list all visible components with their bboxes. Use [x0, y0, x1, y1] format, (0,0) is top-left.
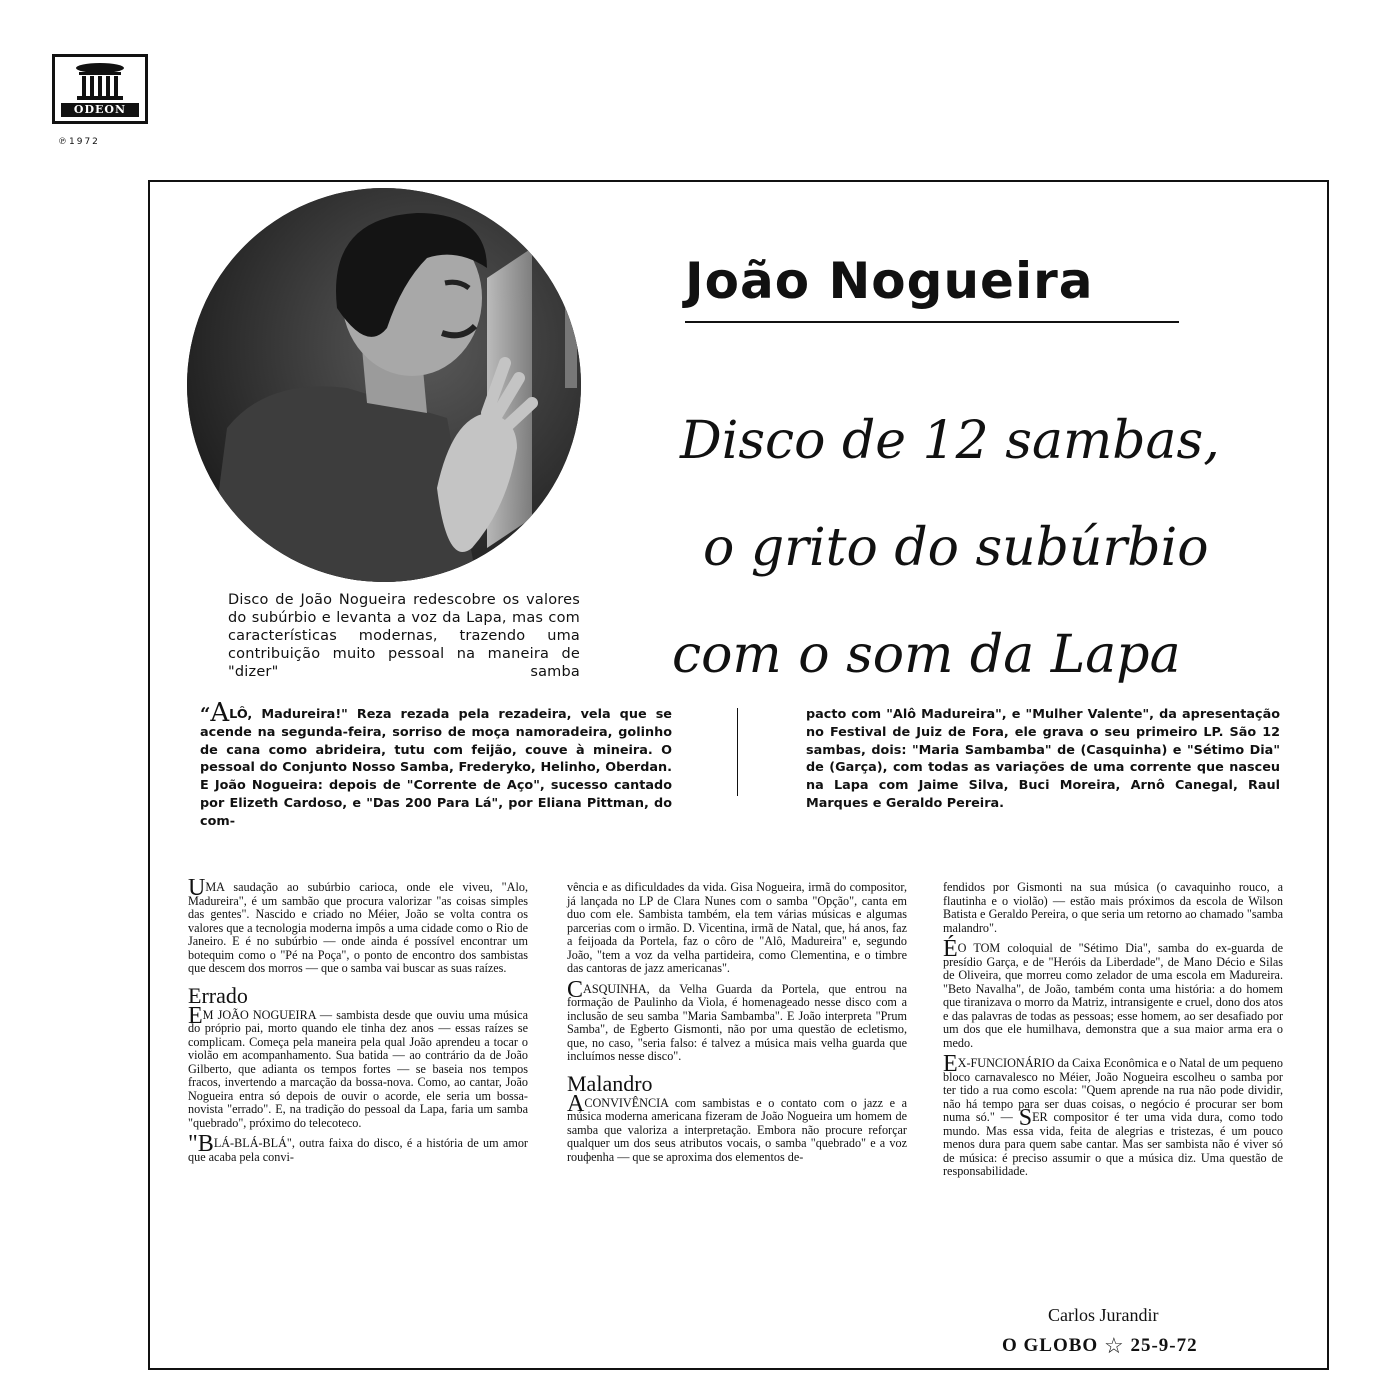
- title-underline: [685, 321, 1179, 323]
- newspaper-name: O GLOBO: [1002, 1335, 1099, 1356]
- subhead-malandro: Malandro: [567, 1070, 653, 1096]
- drop-initial: E: [943, 1051, 958, 1077]
- paragraph: [943, 1051, 1284, 1179]
- body-column-3: [943, 881, 1283, 1186]
- drop-initial: A: [567, 1090, 585, 1117]
- drop-initial: U: [188, 875, 206, 901]
- paragraph-text: ER compositor é ter uma vida dura, como todo mundo. Mas essa vida, feita de alegrias e tristezas, é um pouco menos dura para quem sabe cantar. Mas ser sambista não é viver só de música: é preciso assumir o que a música diz. Uma questão de responsabilidade.: [943, 1110, 1284, 1178]
- odeon-logo: [52, 54, 148, 124]
- lead-paragraph-right: pacto com "Alô Madureira", e "Mulher Valente", da apresentação no Festival de Juiz de Fora, ele grava o seu primeiro LP. São 12 sambas, dois: "Maria Sambamba" de (Casquinha) e "Sétimo Dia" de (Garça), com todas as variações de uma corrente que nasceu na Lapa com Jaime Silva, Buci Moreira, Arnô Canegal, Raul Marques e Geraldo Pereira.: [806, 707, 1280, 811]
- paragraph-text: ASQUINHA, da Velha Guarda da Portela, que entrou na formação de Paulinho da Viola, é homenageado nesse disco com a inclusão de seu samba "Maria Sambamba". E João interpreta "Prum Samba", de Egberto Gismonti, não por uma questão de ecletismo, que, no caso, "seria falso: é talvez a música mais velha guarda que incluímos nesse disco".: [567, 981, 907, 1063]
- paragraph: [567, 1090, 907, 1165]
- logo-wordmark: ODEON: [61, 103, 139, 117]
- headline-line-1: Disco de 12 sambas,: [680, 411, 1220, 471]
- paragraph: [188, 1002, 528, 1131]
- paragraph: [188, 1131, 528, 1164]
- lead-initial: A: [210, 698, 230, 728]
- star-icon: ☆: [1103, 1333, 1125, 1358]
- paragraph: [567, 976, 907, 1064]
- paragraph-text: CONVIVÊNCIA com sambistas e o contato com o jazz e a música moderna americana fizeram de João Nogueira um homem de samba que valoriza a interpretação. Embora não procure reforçar qualquer um dos seus atributos vocais, o samba "quebrado" e a voz rouфenha — que se aproxima dos elementos de-: [567, 1095, 907, 1164]
- headline-line-3: com o som da Lapa: [672, 625, 1181, 685]
- lead-text-left: LÔ, Madureira!" Reza rezada pela rezadeira, vela que se acende na segunda-feira, sorriso de moça namoradeira, golinho de cana como abrideira, tutu com feijão, couve à mineira. O pessoal do Conjunto Nosso Samba, Frederyko, Helinho, Oberdan. E João Nogueira: depois de "Corrente de Aço", sucesso cantado por Elizeth Cardoso, e "Das 200 Para Lá", por Eliana Pittman, do com-: [200, 707, 672, 829]
- opening-quote: “: [200, 704, 211, 725]
- paragraph-text: X-FUNCIONÁRIO da Caixa Econômica e o Natal de um pequeno bloco carnavalesco no Méier, João Nogueira escolheu o samba por ter tido a rua como escola: "Quem aprende na rua não pode dividir, não há tempo para ser duas coisas, o negócio é procurar ser bom numa só." —: [943, 1056, 1283, 1124]
- article-title: João Nogueira: [685, 252, 1094, 310]
- photo-caption: Disco de João Nogueira redescobre os valores do subúrbio e levanta a voz da Lapa, mas com características modernas, trazendo uma contribuição muito pessoal na maneira de "dizer" samba: [228, 592, 580, 680]
- subhead-errado: Errado: [188, 982, 248, 1008]
- lead-divider: [737, 708, 738, 796]
- paragraph-text: MA saudação ao subúrbio carioca, onde ele viveu, "Alo, Madureira", é um sambão que procura valorizar "as coisas simples das gentes". Nascido e criado no Méier, João se volta contra os valores que a tecnologia moderna impôs a uma cidade como o Rio de Janeiro. E é no subúrbio — onde ainda é possível encontrar um botequim como o "Pé na Poça", o ponto de encontro dos sambistas que descem dos morros — que o samba vai buscar as suas raízes.: [188, 880, 528, 975]
- paragraph-text: LÁ-BLÁ-BLÁ", outra faixa do disco, é a história de um amor que acaba pela convi-: [188, 1136, 528, 1164]
- source-credit: [1002, 1333, 1198, 1359]
- body-column-2: [567, 881, 907, 1171]
- paragraph: [943, 936, 1283, 1050]
- headline-line-2: o grito do subúrbio: [703, 518, 1209, 578]
- byline: Carlos Jurandir: [1048, 1305, 1159, 1325]
- paragraph-text: M JOÃO NOGUEIRA — sambista desde que ouviu uma música do próprio pai, morto quando ele tinha dez anos — essas raízes se complicam. Começa pela maneira pela qual João aprendeu a tocar o violão em acompanhamento. Sua batida — ao contrário da de João Gilberto, que adianta os tempos fortes — se baseia nos tempos fracos, invertendo a marcação da bossa-nova. Como, ao cantar, João Nogueira entra só depois de ouvir o acorde, ele seria um bossa-novista "errado". E, na tradição do pessoal da Lapa, faria um samba "quebrado", próximo do telecoteco.: [188, 1007, 528, 1130]
- drop-initial: "B: [188, 1131, 214, 1157]
- artist-photo: [187, 188, 581, 582]
- body-column-1: [188, 875, 528, 1171]
- temple-icon: [69, 61, 131, 105]
- lead-paragraph-left: [200, 698, 672, 831]
- drop-initial: C: [567, 976, 584, 1003]
- singer-illustration: [187, 188, 581, 582]
- drop-initial: S: [1018, 1105, 1033, 1131]
- copyright-notice: ℗1972: [58, 137, 100, 147]
- paragraph: vência e as dificuldades da vida. Gisa Nogueira, irmã do compositor, já lançada no LP de Clara Nunes com o samba "Opção", canta em duo com ele. Sambista também, ela tem várias músicas e algumas parcerias com o irmão. D. Vicentina, irmã de Natal, que, há anos, faz a feijoada da Portela, faz o côro de "Alô, Madureira" e, segundo João, "tem a voz da velha partideira, como Clementina, e o timbre das cantoras de jazz americanas".: [567, 880, 907, 975]
- drop-initial: E: [188, 1002, 203, 1029]
- publication-date: 25-9-72: [1130, 1335, 1198, 1356]
- paragraph: fendidos por Gismonti na sua música (o cavaquinho rouco, a flautinha e o violão) — estão mais próximos da escola de Wilson Batista e Geraldo Pereira, o que seria um retorno ao chamado "samba malandro".: [943, 880, 1283, 935]
- paragraph: [188, 875, 528, 976]
- drop-initial: É: [943, 936, 958, 962]
- paragraph-text: O TOM coloquial de "Sétimo Dia", samba do ex-guarda de presídio Garça, e de "Heróis da Liberdade", de Mano Décio e Silas de Oliveira, que morreu como zelador de uma escola em Madureira. "Beto Navalha", de João, também conta uma história: a do homem que tiranizava o morro da Matriz, intransigente e cruel, dono dos atos e das palavras de todas as pessoas; esse homem, ao ser desafiado por um dos que ele humilhava, demonstra que a sua maior arma era o medo.: [943, 941, 1283, 1050]
- headline: [660, 388, 1260, 709]
